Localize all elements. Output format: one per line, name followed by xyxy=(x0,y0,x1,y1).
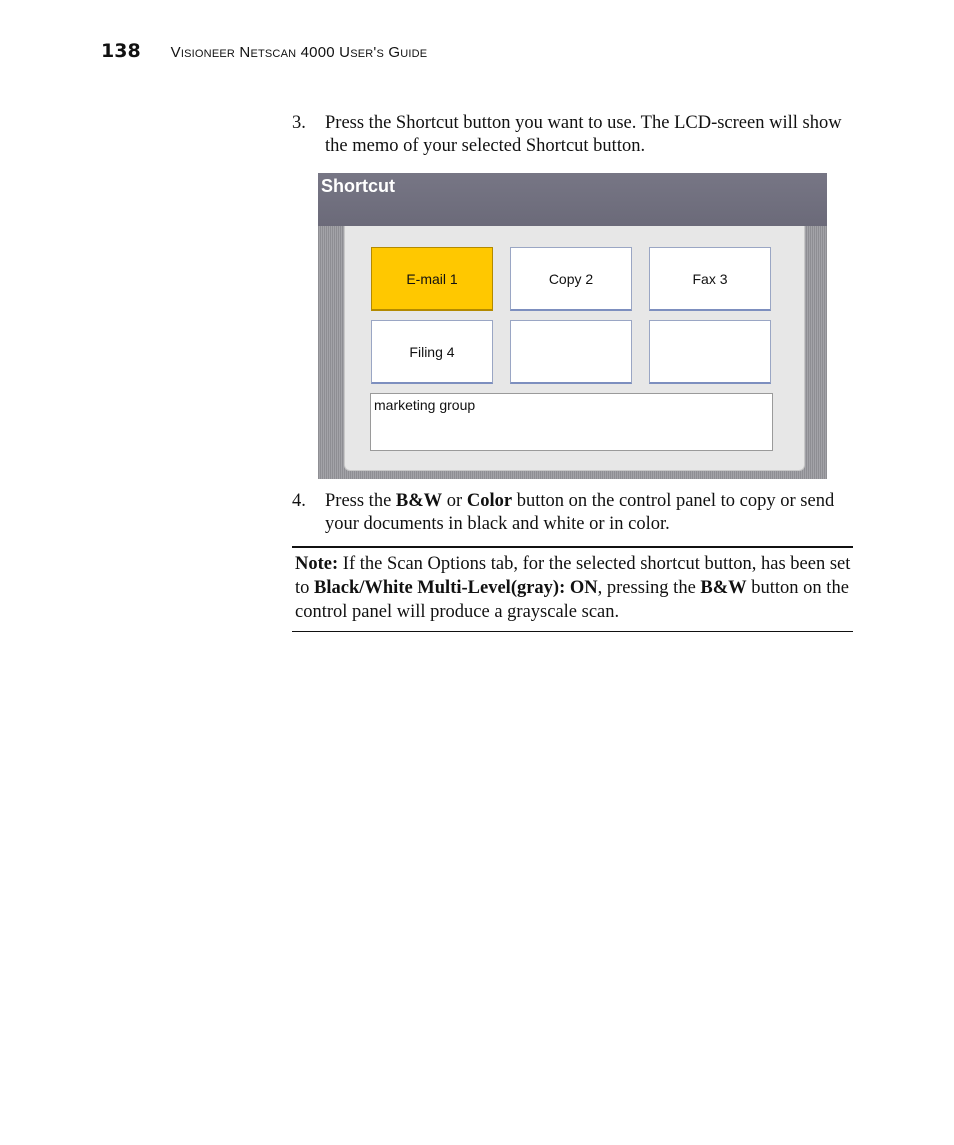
step-text xyxy=(325,490,862,536)
step-4 xyxy=(292,490,862,536)
running-title: Visioneer Netscan 4000 User's Guide xyxy=(170,44,428,61)
step-number: 4. xyxy=(292,491,306,511)
note-text-part: If the Scan Options tab, for the selected shortcut button, has been set to xyxy=(295,554,851,598)
shortcut-memo: marketing group xyxy=(370,393,773,451)
shortcut-button-empty-6[interactable] xyxy=(649,320,771,384)
note-box xyxy=(292,546,853,632)
page-header xyxy=(101,40,427,62)
page-number: 138 xyxy=(101,40,141,62)
shortcut-button-fax-3[interactable]: Fax 3 xyxy=(649,247,771,311)
note-label: Note: xyxy=(295,554,339,574)
bw-button-name: B&W xyxy=(700,578,747,598)
note-text-part: , pressing the xyxy=(597,578,701,598)
shortcut-button-email-1[interactable]: E-mail 1 xyxy=(371,247,493,311)
step-text-part: button on the control panel to copy or send your documents in black and white or in color. xyxy=(325,491,835,534)
bw-button-name: B&W xyxy=(395,491,443,511)
note-setting: Black/White Multi-Level(gray): ON xyxy=(314,578,598,598)
lcd-title: Shortcut xyxy=(321,176,395,196)
step-number: 3. xyxy=(292,113,306,133)
lcd-shortcut-panel xyxy=(344,226,805,471)
shortcut-button-copy-2[interactable]: Copy 2 xyxy=(510,247,632,311)
step-text-part: or xyxy=(442,491,467,511)
lcd-title-bar xyxy=(318,173,827,226)
color-button-name: Color xyxy=(466,491,513,511)
step-text-part: Press the xyxy=(325,491,396,511)
step-3 xyxy=(292,112,862,158)
lcd-screenshot xyxy=(318,173,827,479)
step-text: Press the Shortcut button you want to use. The LCD-screen will show the memo of your selected Shortcut button. xyxy=(325,113,842,156)
shortcut-button-filing-4[interactable]: Filing 4 xyxy=(371,320,493,384)
shortcut-button-empty-5[interactable] xyxy=(510,320,632,384)
note-text-part: button on the control panel will produce a grayscale scan. xyxy=(295,578,849,622)
